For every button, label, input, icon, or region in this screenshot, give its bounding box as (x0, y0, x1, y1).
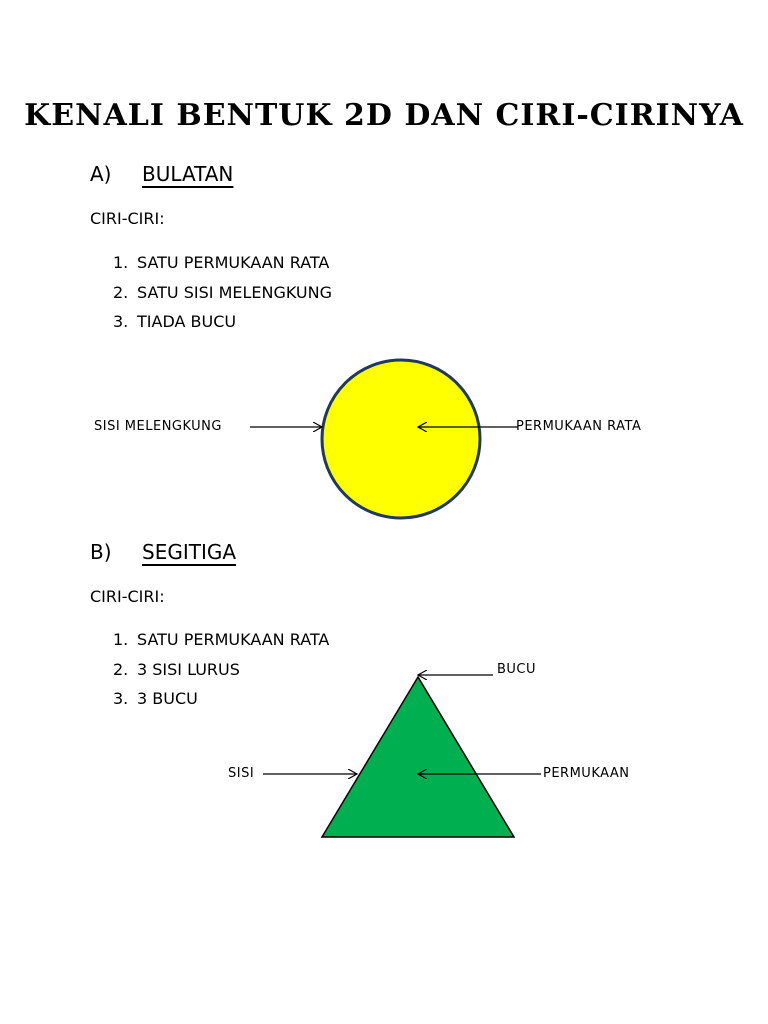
label-permukaan-rata: PERMUKAAN RATA (516, 419, 642, 434)
section-b-ciri-label: CIRI-CIRI: (90, 587, 165, 606)
list-item: 3. 3 BUCU (113, 689, 198, 708)
section-b-name: SEGITIGA (142, 540, 237, 564)
label-sisi: SISI (228, 766, 255, 781)
section-a-ciri-label: CIRI-CIRI: (90, 209, 165, 228)
section-a-letter: A) (90, 162, 112, 186)
label-permukaan: PERMUKAAN (543, 766, 630, 781)
label-sisi-melengkung: SISI MELENGKUNG (94, 419, 222, 434)
list-item: 3. TIADA BUCU (113, 312, 237, 331)
label-bucu: BUCU (497, 662, 537, 677)
list-item: 1. SATU PERMUKAAN RATA (113, 253, 330, 272)
list-item: 1. SATU PERMUKAAN RATA (113, 630, 330, 649)
section-b-letter: B) (90, 540, 112, 564)
list-item: 2. 3 SISI LURUS (113, 659, 240, 679)
triangle-shape (322, 677, 514, 837)
section-a-name: BULATAN (142, 162, 234, 186)
page-title: KENALI BENTUK 2D DAN CIRI-CIRINYA (24, 98, 744, 133)
list-item: 2. SATU SISI MELENGKUNG (113, 282, 333, 302)
circle-shape (322, 360, 480, 518)
